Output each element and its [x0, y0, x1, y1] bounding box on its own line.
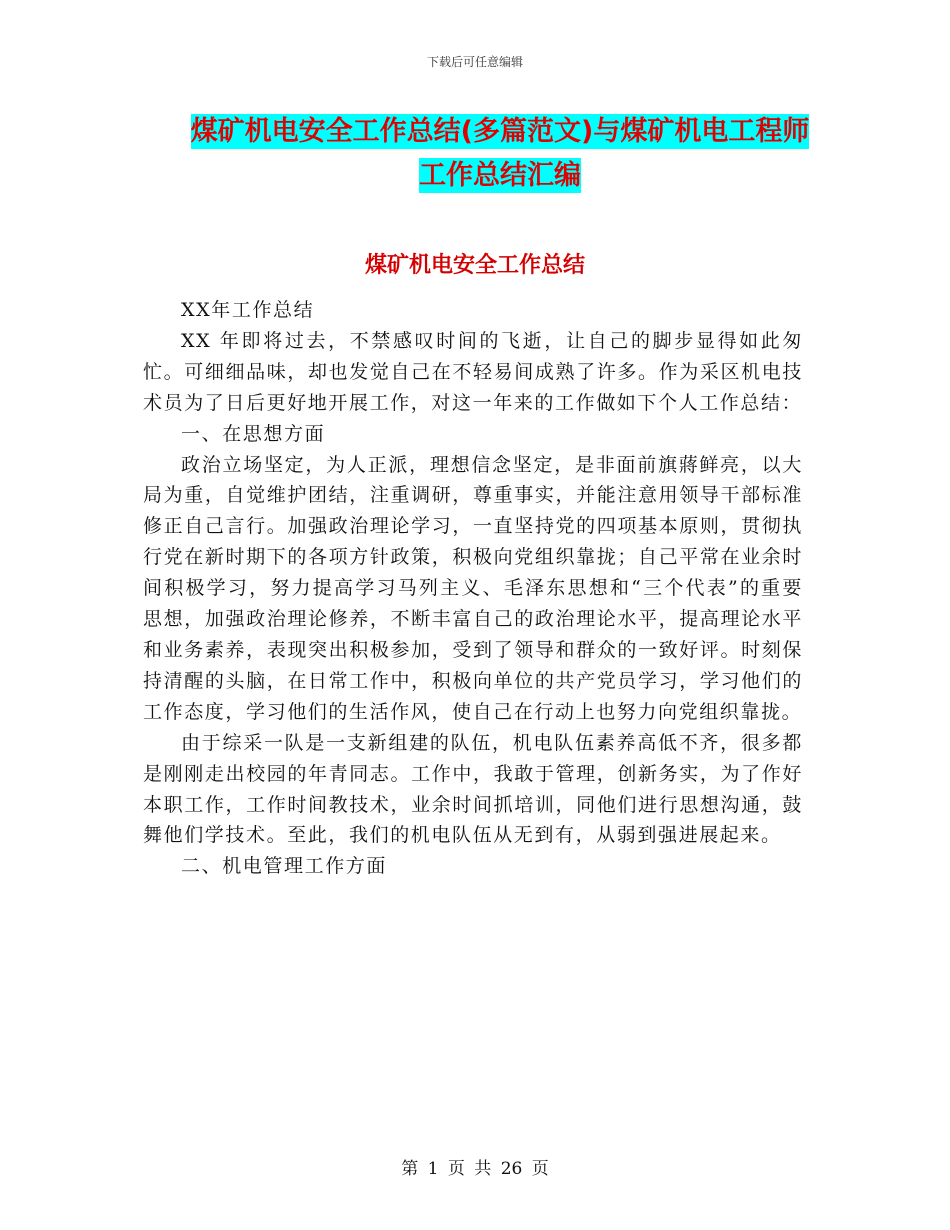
document-title [150, 110, 850, 198]
paragraph: 政治立场坚定，为人正派，理想信念坚定，是非面前旗蔣鲜亮，以大局为重，自觉维护团结，注重调研，尊重事实，并能注意用领导干部标准修正自己言行。加强政治理论学习，一直坚持党的四项基本原则，贯彻执行党在新时期下的各项方针政策，积极向党组织靠拢；自己平常在业余时间积极学习，努力提高学习马列主义、毛泽东思想和“三个代表”的重要思想，加强政治理论修养，不断丰富自己的政治理论水平，提高理论水平和业务素养，表现突出积极参加，受到了领导和群众的一致好评。时刻保持清醒的头脑，在日常工作中，积极向单位的共产党员学习，学习他们的工作态度，学习他们的生活作风，使自己在行动上也努力向党组织靠拢。 [143, 453, 803, 723]
section-title: 煤矿机电安全工作总结 [364, 253, 585, 278]
header-note: 下载后可任意编辑 [426, 55, 523, 69]
document-title-line-2: 工作总结汇编 [419, 160, 581, 191]
paragraph: XX 年即将过去，不禁感叹时间的飞逝，让自己的脚步显得如此匆忙。可细细品味，却也发觉自己在不轻易间成熟了许多。作为采区机电技术员为了日后更好地开展工作，对这一年来的工作做如下个人工作总结： [143, 329, 803, 414]
paragraph-heading: 二、机电管理工作方面 [181, 855, 388, 878]
paragraph: XX年工作总结 [181, 299, 315, 321]
paragraph: 由于综采一队是一支新组建的队伍，机电队伍素养高低不齐，很多都是刚刚走出校园的年青同志。工作中，我敢于管理，创新务实，为了作好本职工作，工作时间教技术，业余时间抓培训，同他们进行思想沟通，鼓舞他们学技术。至此，我们的机电队伍从无到有，从弱到强进展起来。 [143, 731, 803, 847]
document-title-line-1: 煤矿机电安全工作总结(多篇范文)与煤矿机电工程师 [190, 116, 810, 147]
page-footer: 第 1 页 共 26 页 [401, 1159, 549, 1179]
body-text [143, 295, 803, 882]
paragraph-heading: 一、在思想方面 [181, 422, 326, 445]
